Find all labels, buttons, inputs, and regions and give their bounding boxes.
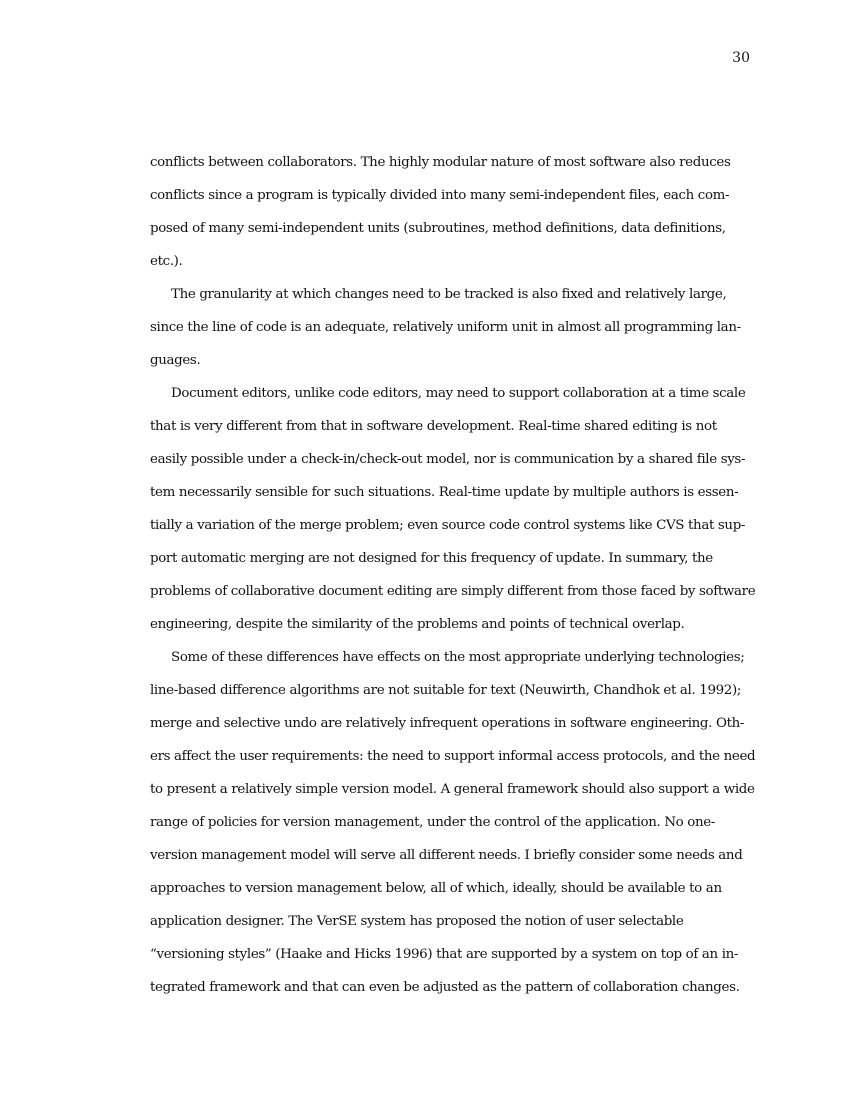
text-line: since the line of code is an adequate, relatively uniform unit in almost all programming lan- xyxy=(150,320,741,335)
text-line: conflicts since a program is typically divided into many semi-independent files, each com- xyxy=(150,188,730,203)
text-line: line-based difference algorithms are not suitable for text (Neuwirth, Chandhok et al. 1992); xyxy=(150,683,742,698)
text-line: easily possible under a check-in/check-out model, nor is communication by a shared file sys- xyxy=(150,452,746,467)
paragraph-first-line: Some of these differences have effects on the most appropriate underlying technologies; xyxy=(171,650,745,665)
text-line: engineering, despite the similarity of the problems and points of technical overlap. xyxy=(150,617,685,632)
text-line: ers affect the user requirements: the need to support informal access protocols, and the need xyxy=(150,749,756,764)
text-line: that is very different from that in software development. Real-time shared editing is not xyxy=(150,419,717,434)
paragraph-first-line: Document editors, unlike code editors, may need to support collaboration at a time scale xyxy=(171,386,746,401)
text-line: version management model will serve all different needs. I briefly consider some needs and xyxy=(150,848,743,863)
text-line: posed of many semi-independent units (subroutines, method definitions, data definitions, xyxy=(150,221,726,236)
body-text xyxy=(150,146,756,1004)
text-line: to present a relatively simple version model. A general framework should also support a wide xyxy=(150,782,755,797)
page-number: 30 xyxy=(732,50,750,66)
text-line: tegrated framework and that can even be adjusted as the pattern of collaboration changes. xyxy=(150,980,740,995)
text-line: problems of collaborative document editing are simply different from those faced by software xyxy=(150,584,756,599)
text-line: port automatic merging are not designed for this frequency of update. In summary, the xyxy=(150,551,713,566)
paragraph-first-line: The granularity at which changes need to be tracked is also fixed and relatively large, xyxy=(171,287,727,302)
text-line: tem necessarily sensible for such situations. Real-time update by multiple authors is essen- xyxy=(150,485,739,500)
text-line: etc.). xyxy=(150,254,183,269)
text-line: approaches to version management below, all of which, ideally, should be available to an xyxy=(150,881,722,896)
text-line: application designer. The VerSE system has proposed the notion of user selectable xyxy=(150,914,684,929)
text-line: “versioning styles” (Haake and Hicks 1996) that are supported by a system on top of an in- xyxy=(150,947,739,962)
text-line: range of policies for version management, under the control of the application. No one- xyxy=(150,815,716,830)
text-line: guages. xyxy=(150,353,201,368)
text-line: merge and selective undo are relatively infrequent operations in software engineering. Oth- xyxy=(150,716,745,731)
text-line: tially a variation of the merge problem; even source code control systems like CVS that sup- xyxy=(150,518,746,533)
text-line: conflicts between collaborators. The highly modular nature of most software also reduces xyxy=(150,155,731,170)
